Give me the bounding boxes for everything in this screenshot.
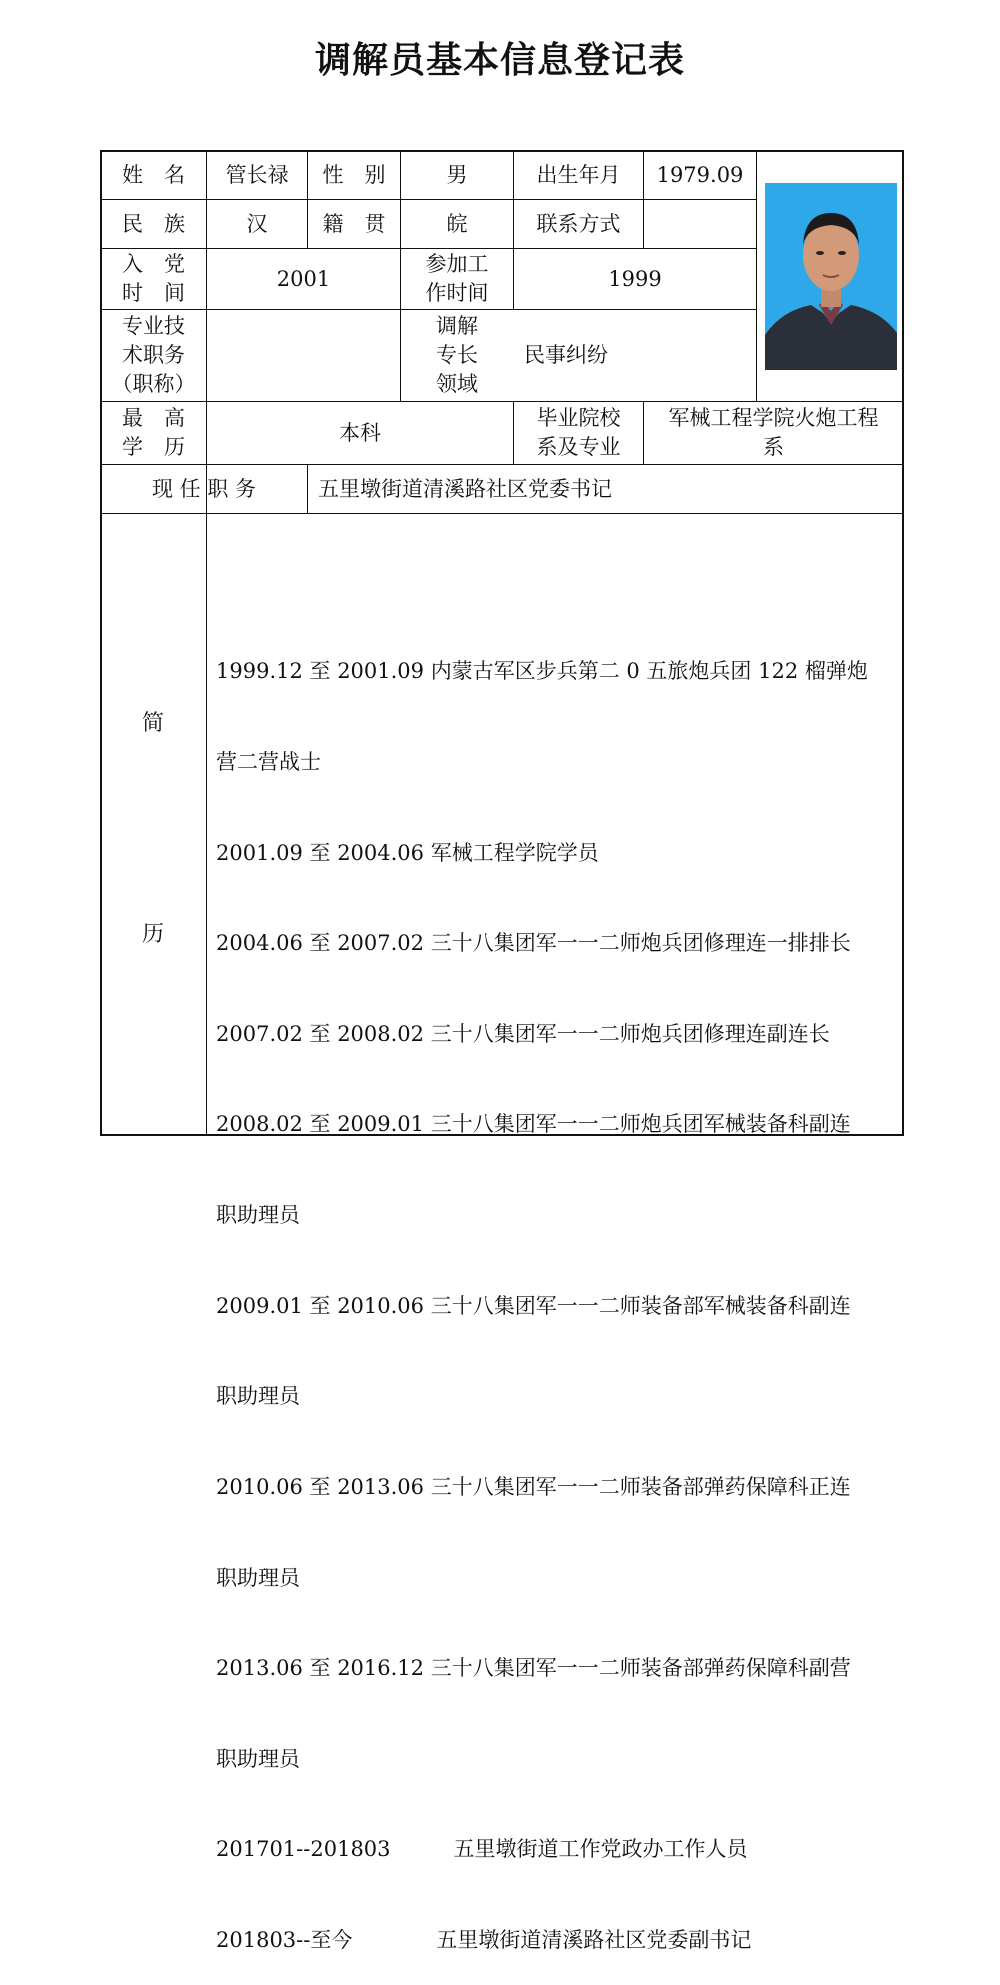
school-major-value — [644, 402, 903, 464]
resume-line: 1999.12 至 2001.09 内蒙古军区步兵第二 0 五旅炮兵团 122 榴弹炮 — [216, 659, 868, 684]
resume-line: 职助理员 — [216, 1565, 300, 1590]
current-position-label: 现 任 职 务 — [151, 476, 257, 501]
native-label: 籍 贯 — [322, 211, 386, 236]
birth-value: 1979.09 — [656, 162, 744, 187]
resume-line: 2007.02 至 2008.02 三十八集团军一一二师炮兵团修理连副连长 — [216, 1021, 830, 1046]
party-join-value: 2001 — [276, 266, 331, 291]
contact-value — [644, 200, 756, 248]
work-start-value: 1999 — [608, 266, 662, 291]
resume-line: 2013.06 至 2016.12 三十八集团军一一二师装备部弹药保障科副营 — [216, 1656, 851, 1681]
education-label — [101, 402, 206, 464]
school-major-label-line2: 系及专业 — [536, 435, 621, 459]
expertise-label-line2: 专长 — [436, 343, 478, 367]
work-start-label-line1: 参加工 — [425, 252, 489, 276]
professional-title-value — [207, 310, 400, 401]
contact-label: 联系方式 — [536, 211, 621, 236]
party-join-label-line1: 入 党 — [122, 252, 185, 276]
current-position-value: 五里墩街道清溪路社区党委书记 — [318, 476, 612, 501]
resume-line: 2009.01 至 2010.06 三十八集团军一一二师装备部军械装备科副连 — [216, 1293, 851, 1318]
professional-title-label-line1: 专业技 — [122, 314, 185, 338]
work-start-label — [401, 249, 513, 309]
professional-title-label-line3: （职称） — [111, 372, 196, 396]
ethnic-value: 汉 — [246, 211, 268, 236]
school-major-label-line1: 毕业院校 — [536, 406, 621, 430]
native-value: 皖 — [446, 211, 468, 236]
resume-entries — [216, 596, 896, 1985]
expertise-label-line3: 领域 — [436, 372, 478, 396]
party-join-label-line2: 时 间 — [122, 281, 185, 305]
row-divider — [101, 513, 903, 514]
education-label-line1: 最 高 — [122, 406, 185, 430]
resume-line: 2004.06 至 2007.02 三十八集团军一一二师炮兵团修理连一排排长 — [216, 931, 851, 956]
school-major-label — [514, 402, 643, 464]
school-major-value-line1: 军械工程学院火炮工程 — [668, 406, 879, 430]
portrait-image — [765, 183, 897, 370]
col-divider — [756, 151, 757, 401]
party-join-label — [101, 249, 206, 309]
resume-line: 201701--201803 五里墩街道工作党政办工作人员 — [216, 1837, 748, 1862]
education-value: 本科 — [339, 420, 381, 445]
resume-line: 201803--至今 五里墩街道清溪路社区党委副书记 — [216, 1927, 752, 1952]
birth-label: 出生年月 — [536, 162, 621, 187]
expertise-label — [401, 310, 513, 401]
gender-value: 男 — [446, 162, 468, 187]
resume-label-jian: 简 — [141, 711, 164, 736]
professional-title-label — [101, 310, 206, 401]
professional-title-label-line2: 术职务 — [122, 343, 185, 367]
resume-label-li: 历 — [141, 922, 164, 947]
expertise-value: 民事纠纷 — [524, 343, 608, 367]
resume-line: 职助理员 — [216, 1384, 300, 1409]
ethnic-label: 民 族 — [122, 211, 185, 236]
resume-line: 2008.02 至 2009.01 三十八集团军一一二师炮兵团军械装备科副连 — [216, 1112, 851, 1137]
resume-line: 职助理员 — [216, 1203, 300, 1228]
name-value: 管长禄 — [225, 162, 289, 187]
school-major-value-line2: 系 — [763, 435, 784, 459]
work-start-label-line2: 作时间 — [425, 281, 489, 305]
resume-line: 营二营战士 — [216, 750, 321, 775]
education-label-line2: 学 历 — [122, 435, 185, 459]
expertise-label-line1: 调解 — [436, 314, 478, 338]
resume-line: 2001.09 至 2004.06 军械工程学院学员 — [216, 840, 599, 865]
gender-label: 性 别 — [322, 162, 386, 187]
name-label: 姓 名 — [122, 162, 185, 187]
resume-line: 2010.06 至 2013.06 三十八集团军一一二师装备部弹药保障科正连 — [216, 1474, 851, 1499]
form-title: 调解员基本信息登记表 — [314, 40, 685, 81]
resume-line: 职助理员 — [216, 1746, 300, 1771]
portrait-photo — [765, 183, 897, 370]
